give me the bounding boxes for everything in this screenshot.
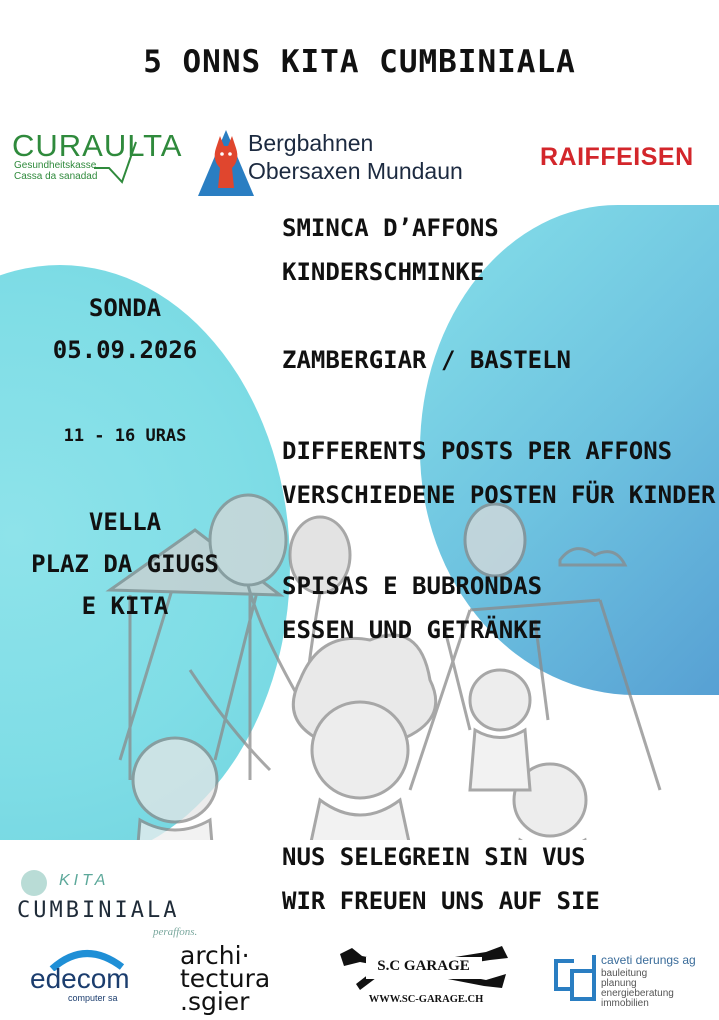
fox-mountain-icon (196, 126, 256, 198)
sc-garage-name: S.C GARAGE (377, 958, 470, 974)
caveti-name: caveti derungs ag (601, 953, 696, 967)
caveti-service-3: energieberatung (601, 988, 674, 999)
event-place-line2: PLAZ DA GIUGS (31, 550, 219, 578)
activity-posts-rm: DIFFERENTS POSTS PER AFFONS (282, 437, 673, 465)
activity-face-paint-rm: SMINCA D’AFFONS (282, 214, 499, 242)
poster-title: 5 ONNS KITA CUMBINIALA (143, 44, 576, 80)
caveti-service-1: bauleitung (601, 968, 648, 979)
kita-logo-sub: peraffons. (153, 926, 198, 938)
kita-cumbiniala-logo (15, 864, 235, 944)
edecom-sub: computer sa (68, 993, 118, 1003)
event-place-line1: VELLA (88, 508, 162, 536)
edecom-logo (30, 945, 140, 1005)
kita-logo-top: KITA (59, 872, 110, 889)
kita-circle-icon (21, 870, 47, 896)
curaulta-name: CURAULTA (12, 128, 183, 163)
caveti-service-2: planung (601, 978, 637, 989)
activity-face-paint-de: KINDERSCHMINKE (282, 258, 485, 286)
architectura-line3: .sgier (180, 987, 250, 1016)
event-day: SONDA (88, 294, 162, 322)
activity-posts-de: VERSCHIEDENE POSTEN FÜR KINDER (282, 481, 716, 509)
architectura-line1: archi· (180, 941, 250, 970)
activity-crafts: ZAMBERGIAR / BASTELN (282, 346, 571, 374)
curaulta-logo (12, 128, 187, 184)
event-place-line3: E KITA (81, 592, 169, 620)
closing-line-rm: NUS SELEGREIN SIN VUS (282, 843, 586, 871)
caveti-cd-icon (550, 955, 600, 1003)
bergbahnen-logo (196, 126, 536, 198)
closing-line-de: WIR FREUEN UNS AUF SIE (282, 887, 600, 915)
curaulta-subtitle-rm: Cassa da sanadad (14, 171, 98, 182)
caveti-derungs-logo (550, 953, 715, 1013)
event-time: 11 - 16 URAS (63, 426, 187, 446)
caveti-service-4: immobilien (601, 998, 649, 1009)
curaulta-wave-icon (94, 138, 189, 184)
bergbahnen-name-line2: Obersaxen Mundaun (248, 158, 463, 184)
bergbahnen-name-line1: Bergbahnen (248, 130, 374, 156)
sc-garage-url: WWW.SC-GARAGE.CH (368, 994, 484, 1005)
event-date: 05.09.2026 (52, 336, 198, 364)
kita-logo-main: CUMBINIALA (17, 898, 180, 923)
architectura-sgier-logo (180, 941, 310, 1018)
edecom-name: edecom (30, 963, 130, 994)
raiffeisen-logo: RAIFFEISEN (540, 143, 694, 171)
curaulta-subtitle-de: Gesundheitskasse (14, 160, 97, 171)
sc-garage-logo (336, 944, 511, 1014)
architectura-line2: tectura (180, 964, 271, 993)
activity-food-rm: SPISAS E BUBRONDAS (282, 572, 543, 600)
activity-food-de: ESSEN UND GETRÄNKE (282, 616, 543, 644)
